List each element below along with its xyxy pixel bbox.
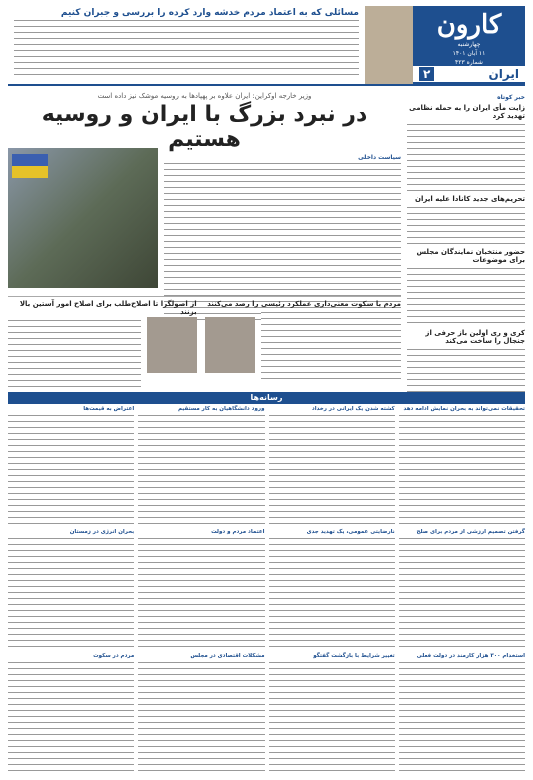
roundup-head-8: اعتماد مردم و دولت xyxy=(211,529,265,536)
roundup-head-5: نارضایتی عمومی، یک تهدید جدی xyxy=(306,529,395,536)
top-story xyxy=(8,6,365,84)
roundup-body-3 xyxy=(399,660,525,774)
left-story-1-body xyxy=(407,122,525,192)
left-story-2-title: تحریم‌های جدید کانادا علیه ایران xyxy=(415,195,525,203)
roundup-head-10: اعتراض به قیمت‌ها xyxy=(83,406,135,412)
strip-story-1-title: مردم با سکوت معنی‌داری عملکرد رئیسی را رصد می‌کنند xyxy=(207,300,401,308)
left-story-1-title: زایت مأی ایران را به حمله نظامی تهدید کرد xyxy=(409,104,525,120)
section-name: ایران xyxy=(488,67,519,81)
roundup-body-7 xyxy=(138,413,264,527)
roundup-body-12 xyxy=(8,660,134,774)
roundup-head-9: مشکلات اقتصادی در مجلس xyxy=(190,652,265,659)
left-story-4-title: کری و ری اولین باز حرفی از جنجال را ساخت می‌کند xyxy=(425,329,525,345)
strip-story-1-body xyxy=(261,310,402,380)
secondary-stories xyxy=(8,296,401,387)
date-line-2: ۱۱ آبان ۱۴۰۱ xyxy=(452,50,486,57)
roundup-head-3: استخدام ۳۰۰ هزار کارمند در دولت فعلی xyxy=(416,652,525,659)
tank-photo xyxy=(8,148,158,288)
strip-story-2-photo xyxy=(147,317,197,373)
roundup-head-12: مردم در سکوت xyxy=(93,652,135,659)
roundup-body-2 xyxy=(399,536,525,650)
roundup-column-2 xyxy=(269,406,395,774)
left-story-3-body xyxy=(407,266,525,326)
roundup-head-1: تحقیقات نمی‌تواند به بحران نمایش ادامه دهد xyxy=(403,406,525,412)
top-story-body xyxy=(14,18,359,78)
roundup-body-5 xyxy=(269,536,395,650)
roundup-body-9 xyxy=(138,660,264,774)
roundup-body-6 xyxy=(269,660,395,774)
kicker: خبر کوتاه xyxy=(497,94,525,101)
roundup-body-10 xyxy=(8,413,134,527)
left-story-3-title: حضور منتخبان نمایندگان مجلس برای موضوعات xyxy=(416,248,525,264)
strip-story-2-title: از اصولگرا تا اصلاح‌طلب برای اصلاح امور آستین بالا بزنند xyxy=(19,300,197,316)
roundup-body-4 xyxy=(269,413,395,527)
roundup-body-8 xyxy=(138,536,264,650)
roundup-body-1 xyxy=(399,413,525,527)
date-line-1: چهارشنبه xyxy=(457,41,481,48)
main-supertitle: وزیر خارجه اوکراین: ایران علاوه بر پهپادها به روسیه موشک نیز داده است xyxy=(97,92,312,100)
page-number: ۲ xyxy=(419,67,434,81)
strip-story-1-photo xyxy=(205,317,255,373)
logo: کارون xyxy=(436,10,502,40)
roundup-head-4: کشته شدن یک ایرانی در رخداد xyxy=(311,406,395,412)
masthead xyxy=(8,6,525,86)
left-story-2-body xyxy=(407,205,525,245)
section-bar xyxy=(413,66,525,82)
main-headline: در نبرد بزرگ با ایران و روسیه هستیم xyxy=(41,102,368,152)
roundup-head-11: بحران انرژی در زمستان xyxy=(69,529,135,536)
media-section-bar: رسانه‌ها xyxy=(8,392,525,404)
roundup-head-7: ورود دانشگاهیان به کار مستقیم xyxy=(177,406,265,412)
date-line-3: شماره ۴۲۳ xyxy=(455,59,483,66)
main-byline: سیاست داخلی xyxy=(358,154,401,161)
logo-box xyxy=(413,6,525,84)
portrait-photo xyxy=(365,6,413,84)
left-column xyxy=(407,92,525,394)
roundup-body-11 xyxy=(8,536,134,650)
roundup-column-1 xyxy=(399,406,525,774)
top-story-title: مسائلی که به اعتماد مردم خدشه وارد کرده را بررسی و جبران کنیم xyxy=(60,8,359,18)
strip-story-2-body xyxy=(8,318,141,388)
roundup-head-6: تغییر شرایط با بازگشت گفتگو xyxy=(313,652,395,659)
roundup-column-3 xyxy=(138,406,264,774)
flag-icon xyxy=(12,154,48,178)
media-roundup xyxy=(8,406,525,774)
roundup-column-4 xyxy=(8,406,134,774)
roundup-head-2: گرفتن تصمیم ارزشی از مردم برای صلح xyxy=(416,529,525,536)
